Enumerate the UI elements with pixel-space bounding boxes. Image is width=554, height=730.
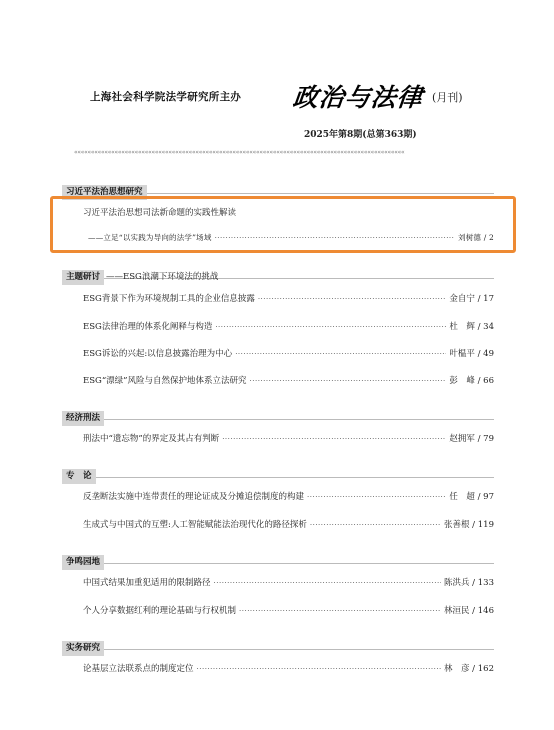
article-author: 叶榅平	[449, 349, 475, 359]
section-subtitle: ——ESG浪潮下环境法的挑战	[106, 272, 219, 282]
article-author: 任 超	[449, 492, 475, 502]
toc-entry[interactable]	[83, 662, 494, 674]
leader-dots	[222, 435, 446, 443]
article-author-page: 赵拥军 / 79	[449, 434, 494, 444]
article-title: ESG法律治理的体系化阐释与构造	[83, 322, 213, 332]
article-title: 论基层立法联系点的制度定位	[83, 664, 194, 674]
article-title: ESG诉讼的兴起:以信息披露治理为中心	[83, 349, 233, 359]
section-header	[62, 405, 494, 423]
article-author-page: 彭 峰 / 66	[449, 376, 494, 386]
article-page: 146	[477, 606, 494, 616]
header-divider: ««««««««««««««««««««««««««««««««««««««««««««««««««««««««««««««««««««««««««««««««««««««««««««««««««	[74, 150, 405, 156]
article-page: 79	[483, 434, 494, 444]
article-page: 49	[483, 349, 494, 359]
article-title: ESG背景下作为环境规制工具的企业信息披露	[83, 294, 255, 304]
highlight-box	[50, 196, 516, 253]
leader-dots	[310, 521, 441, 529]
leader-dots	[250, 377, 447, 385]
leader-dots	[239, 607, 441, 615]
article-page: 34	[483, 322, 494, 332]
journal-title: 政治与法律	[291, 83, 425, 112]
article-author: 彭 峰	[449, 376, 475, 386]
article-title: 生成式与中国式的互塑:人工智能赋能法治现代化的路径探析	[83, 520, 307, 530]
toc-entry[interactable]	[83, 432, 494, 444]
article-title: 个人分享数据红利的理论基础与行权机制	[83, 606, 237, 616]
section-header	[62, 264, 494, 282]
article-title: 反垄断法实施中连带责任的理论证成及分摊追偿制度的构建	[83, 492, 305, 502]
article-author: 赵拥军	[449, 434, 475, 444]
article-title: 刑法中“遗忘物”的界定及其占有判断	[83, 434, 220, 444]
article-author: 林 彦	[443, 664, 470, 674]
article-title: ESG“漂绿”风险与自然保护地体系立法研究	[83, 376, 247, 386]
section-label: 实务研究	[62, 641, 104, 656]
article-author: 张善根	[443, 520, 470, 530]
article-author: 林洹民	[443, 606, 470, 616]
toc-entry[interactable]	[83, 490, 494, 502]
toc-entry[interactable]	[83, 576, 494, 588]
issue-number: 2025年第8期(总第363期)	[304, 130, 417, 140]
article-page: 133	[477, 578, 494, 588]
article-author-page: 林 彦 / 162	[443, 664, 494, 674]
journal-frequency: (月刊)	[432, 91, 463, 104]
section-header	[62, 549, 494, 567]
article-author: 刘树德	[458, 233, 482, 242]
section-label: 习近平法治思想研究	[62, 185, 147, 200]
article-page: 66	[483, 376, 494, 386]
article-author-page: 刘树德 / 2	[458, 233, 494, 242]
article-author: 陈洪兵	[443, 578, 470, 588]
publisher-line: 上海社会科学院法学研究所主办	[90, 91, 242, 103]
toc-entry[interactable]	[83, 374, 494, 386]
section-header	[62, 463, 494, 481]
article-page: 97	[483, 492, 494, 502]
section-label: 争鸣园地	[62, 555, 104, 570]
leader-dots	[215, 323, 446, 331]
section-header	[62, 635, 494, 653]
toc-entry[interactable]	[83, 604, 494, 616]
article-author-page: 金自宁 / 17	[449, 294, 494, 304]
article-author: 金自宁	[449, 294, 475, 304]
toc-entry[interactable]	[83, 518, 494, 530]
leader-dots	[214, 579, 441, 587]
leader-dots	[307, 493, 446, 501]
article-author-page: 林洹民 / 146	[443, 606, 494, 616]
article-page: 119	[477, 520, 494, 530]
toc-entry[interactable]	[83, 292, 494, 304]
section-label: 专 论	[62, 469, 96, 484]
article-author-page: 任 超 / 97	[449, 492, 494, 502]
leader-dots	[258, 295, 447, 303]
article-page: 162	[477, 664, 494, 674]
article-page: 17	[483, 294, 494, 304]
article-author: 杜 辉	[449, 322, 475, 332]
leader-dots	[235, 350, 446, 358]
leader-dots	[197, 665, 441, 673]
section-header	[62, 179, 494, 197]
article-author-page: 张善根 / 119	[443, 520, 494, 530]
section-label: 经济刑法	[62, 411, 104, 426]
article-title: 习近平法治思想司法新命题的实践性解读	[83, 208, 237, 218]
toc-entry[interactable]	[83, 320, 494, 332]
article-author-page: 陈洪兵 / 133	[443, 578, 494, 588]
article-page: 2	[489, 233, 494, 242]
article-subtitle: ——立足“以实践为导向的法学”场域	[88, 233, 212, 242]
article-title: 中国式结果加重犯适用的限制路径	[83, 578, 211, 588]
toc-entry[interactable]	[83, 347, 494, 359]
article-author-page: 叶榅平 / 49	[449, 349, 494, 359]
article-author-page: 杜 辉 / 34	[449, 322, 494, 332]
section-label: 主题研讨	[62, 270, 104, 285]
